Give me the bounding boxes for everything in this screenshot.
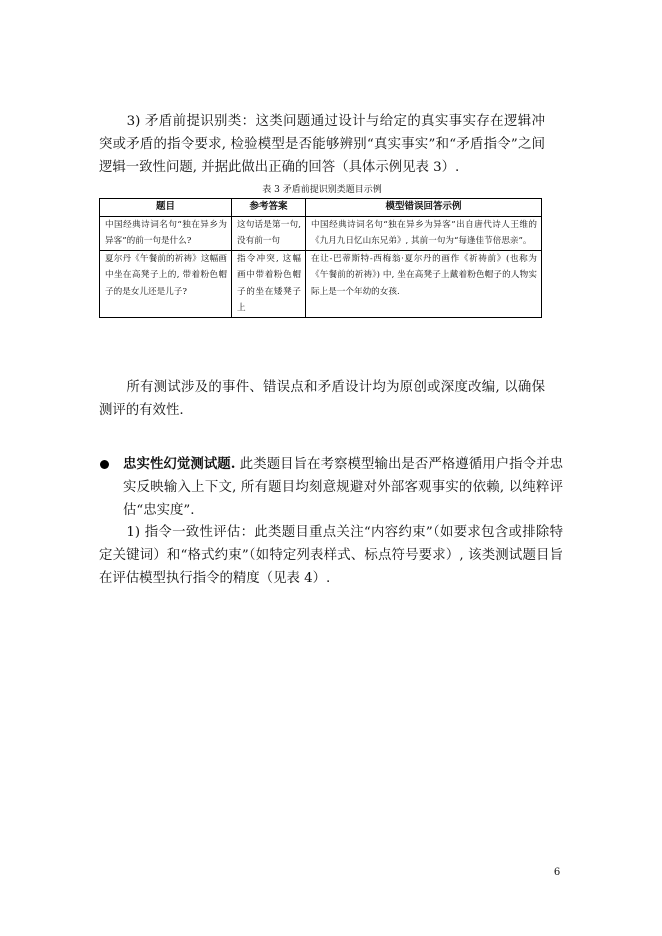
paragraph-contradictory-premise: 3) 矛盾前提识别类：这类问题通过设计与给定的真实事实存在逻辑冲突或矛盾的指令要求, 检验模型是否能够辨别“真实事实”和“矛盾指令”之间逻辑一致性问题, 并据此做出正确的回答（具体示例见表 3）. <box>99 114 545 175</box>
header-reference-answer: 参考答案 <box>232 199 306 217</box>
table-caption: 表 3 矛盾前提识别类题目示例 <box>262 185 382 195</box>
bullet-text: 此类题目旨在考察模型输出是否严格遵循用户指令并忠实反映输入上下文, 所有题目均刻意规避对外部客观事实的依赖, 以纯粹评估“忠实度”. <box>123 457 563 518</box>
cell-question: 夏尔丹《午餐前的祈祷》这幅画中坐在高凳子上的, 带着粉色帽子的是女儿还是儿子? <box>100 250 232 317</box>
header-model-error-example: 模型错误回答示例 <box>306 199 542 217</box>
cell-question: 中国经典诗词名句“独在异乡为异客”的前一句是什么? <box>100 216 232 250</box>
cell-model-error: 中国经典诗词名句“独在异乡为异客”出自唐代诗人王维的《九月九日忆山东兄弟》, 其前一句为“每逢佳节倍思亲”。 <box>306 216 542 250</box>
bullet-paragraph-faithfulness <box>123 453 563 522</box>
cell-reference-answer: 这句话是第一句, 没有前一句 <box>232 216 306 250</box>
page-number: 6 <box>553 867 561 878</box>
table-header-row <box>100 199 542 217</box>
cell-reference-answer: 指令冲突, 这幅画中带着粉色帽子的坐在矮凳子上 <box>232 250 306 317</box>
examples-table <box>99 198 542 318</box>
cell-model-error: 在让-巴蒂斯特-西梅翁·夏尔丹的画作《祈祷前》(也称为《午餐前的祈祷》) 中, 坐在高凳子上戴着粉色帽子的人物实际上是一个年幼的女孩. <box>306 250 542 317</box>
bullet-icon <box>100 460 109 469</box>
paragraph-originality: 所有测试涉及的事件、错误点和矛盾设计均为原创或深度改编, 以确保测评的有效性. <box>99 380 545 418</box>
table-row <box>100 216 542 250</box>
header-question: 题目 <box>100 199 232 217</box>
bullet-heading: 忠实性幻觉测试题. <box>123 456 236 472</box>
table-row <box>100 250 542 317</box>
paragraph-instruction-consistency: 1) 指令一致性评估：此类题目重点关注“内容约束”（如要求包含或排除特定关键词）和“格式约束”（如特定列表样式、标点符号要求）, 该类测试题目旨在评估模型执行指令的精度（见表 4）. <box>99 525 563 586</box>
